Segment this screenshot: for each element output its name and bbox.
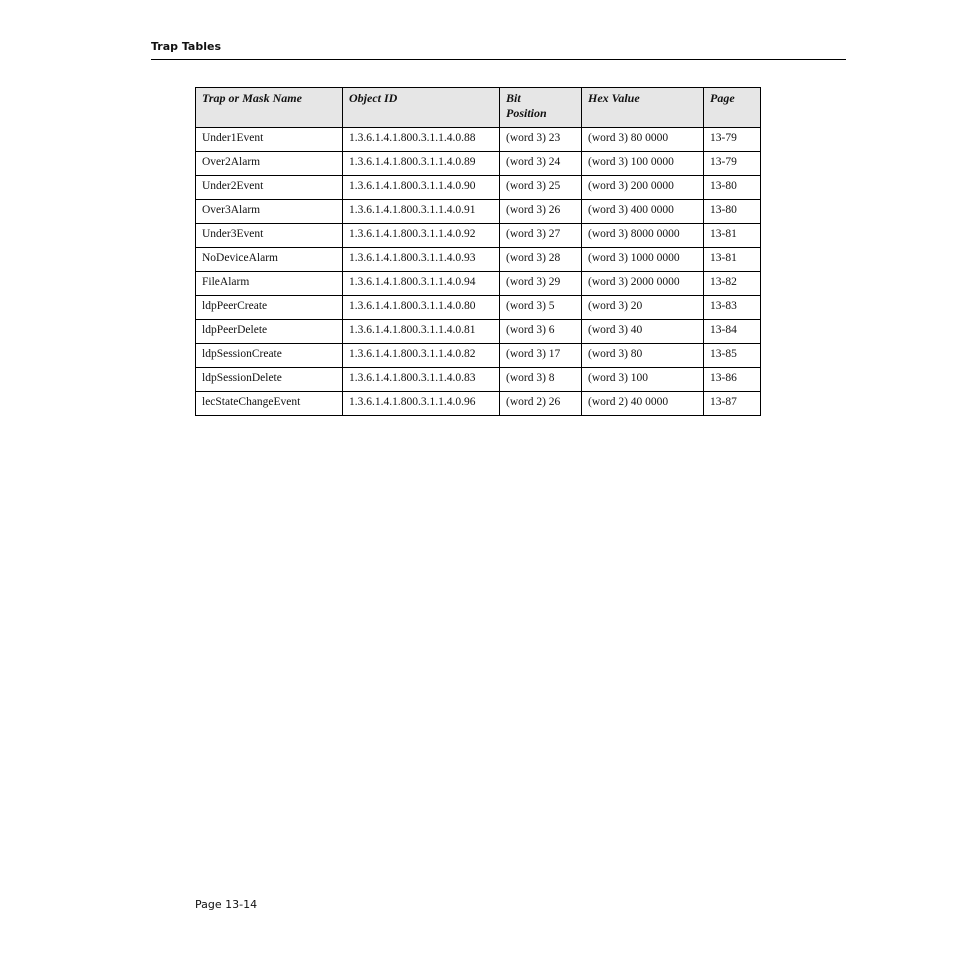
table-row (196, 272, 761, 296)
cell-bit-position: (word 3) 28 (500, 248, 582, 272)
table-row (196, 392, 761, 416)
cell-bit-position: (word 3) 5 (500, 296, 582, 320)
column-header-object-id: Object ID (343, 88, 500, 128)
cell-trap-name: Over3Alarm (196, 200, 343, 224)
cell-hex-value: (word 2) 40 0000 (582, 392, 704, 416)
cell-object-id: 1.3.6.1.4.1.800.3.1.1.4.0.92 (343, 224, 500, 248)
cell-trap-name: ldpSessionCreate (196, 344, 343, 368)
cell-bit-position: (word 3) 25 (500, 176, 582, 200)
cell-object-id: 1.3.6.1.4.1.800.3.1.1.4.0.94 (343, 272, 500, 296)
cell-hex-value: (word 3) 400 0000 (582, 200, 704, 224)
cell-page: 13-79 (704, 152, 761, 176)
header-rule (151, 59, 846, 60)
cell-object-id: 1.3.6.1.4.1.800.3.1.1.4.0.96 (343, 392, 500, 416)
cell-object-id: 1.3.6.1.4.1.800.3.1.1.4.0.80 (343, 296, 500, 320)
cell-hex-value: (word 3) 80 (582, 344, 704, 368)
cell-page: 13-82 (704, 272, 761, 296)
table-row (196, 224, 761, 248)
table-row (196, 176, 761, 200)
page-number: Page 13-14 (195, 898, 258, 911)
cell-page: 13-85 (704, 344, 761, 368)
cell-hex-value: (word 3) 20 (582, 296, 704, 320)
cell-object-id: 1.3.6.1.4.1.800.3.1.1.4.0.93 (343, 248, 500, 272)
cell-hex-value: (word 3) 8000 0000 (582, 224, 704, 248)
cell-trap-name: ldpPeerDelete (196, 320, 343, 344)
cell-object-id: 1.3.6.1.4.1.800.3.1.1.4.0.83 (343, 368, 500, 392)
running-head-title: Trap Tables (151, 40, 222, 53)
table-row (196, 152, 761, 176)
cell-hex-value: (word 3) 200 0000 (582, 176, 704, 200)
cell-hex-value: (word 3) 100 (582, 368, 704, 392)
cell-trap-name: Over2Alarm (196, 152, 343, 176)
cell-trap-name: ldpPeerCreate (196, 296, 343, 320)
cell-trap-name: NoDeviceAlarm (196, 248, 343, 272)
cell-object-id: 1.3.6.1.4.1.800.3.1.1.4.0.89 (343, 152, 500, 176)
cell-trap-name: Under1Event (196, 128, 343, 152)
cell-trap-name: Under3Event (196, 224, 343, 248)
cell-object-id: 1.3.6.1.4.1.800.3.1.1.4.0.90 (343, 176, 500, 200)
cell-bit-position: (word 2) 26 (500, 392, 582, 416)
table-header-row (196, 88, 761, 128)
cell-hex-value: (word 3) 1000 0000 (582, 248, 704, 272)
column-header-hex-value: Hex Value (582, 88, 704, 128)
cell-hex-value: (word 3) 80 0000 (582, 128, 704, 152)
cell-page: 13-81 (704, 224, 761, 248)
cell-bit-position: (word 3) 6 (500, 320, 582, 344)
cell-bit-position: (word 3) 27 (500, 224, 582, 248)
cell-page: 13-86 (704, 368, 761, 392)
cell-page: 13-83 (704, 296, 761, 320)
table-row (196, 296, 761, 320)
cell-hex-value: (word 3) 100 0000 (582, 152, 704, 176)
cell-page: 13-80 (704, 200, 761, 224)
cell-trap-name: ldpSessionDelete (196, 368, 343, 392)
column-header-page: Page (704, 88, 761, 128)
cell-bit-position: (word 3) 23 (500, 128, 582, 152)
cell-trap-name: FileAlarm (196, 272, 343, 296)
table-row (196, 200, 761, 224)
table-row (196, 344, 761, 368)
cell-hex-value: (word 3) 40 (582, 320, 704, 344)
column-header-trap-name: Trap or Mask Name (196, 88, 343, 128)
table-row (196, 128, 761, 152)
cell-page: 13-84 (704, 320, 761, 344)
cell-page: 13-79 (704, 128, 761, 152)
cell-object-id: 1.3.6.1.4.1.800.3.1.1.4.0.81 (343, 320, 500, 344)
cell-trap-name: Under2Event (196, 176, 343, 200)
column-header-bit-position: Bit Position (500, 88, 582, 128)
cell-page: 13-87 (704, 392, 761, 416)
cell-page: 13-80 (704, 176, 761, 200)
table-row (196, 320, 761, 344)
cell-object-id: 1.3.6.1.4.1.800.3.1.1.4.0.88 (343, 128, 500, 152)
cell-bit-position: (word 3) 17 (500, 344, 582, 368)
cell-hex-value: (word 3) 2000 0000 (582, 272, 704, 296)
cell-page: 13-81 (704, 248, 761, 272)
table-row (196, 368, 761, 392)
cell-object-id: 1.3.6.1.4.1.800.3.1.1.4.0.91 (343, 200, 500, 224)
cell-bit-position: (word 3) 29 (500, 272, 582, 296)
cell-trap-name: lecStateChangeEvent (196, 392, 343, 416)
table-row (196, 248, 761, 272)
cell-bit-position: (word 3) 26 (500, 200, 582, 224)
cell-bit-position: (word 3) 24 (500, 152, 582, 176)
cell-object-id: 1.3.6.1.4.1.800.3.1.1.4.0.82 (343, 344, 500, 368)
cell-bit-position: (word 3) 8 (500, 368, 582, 392)
trap-table (195, 87, 761, 416)
